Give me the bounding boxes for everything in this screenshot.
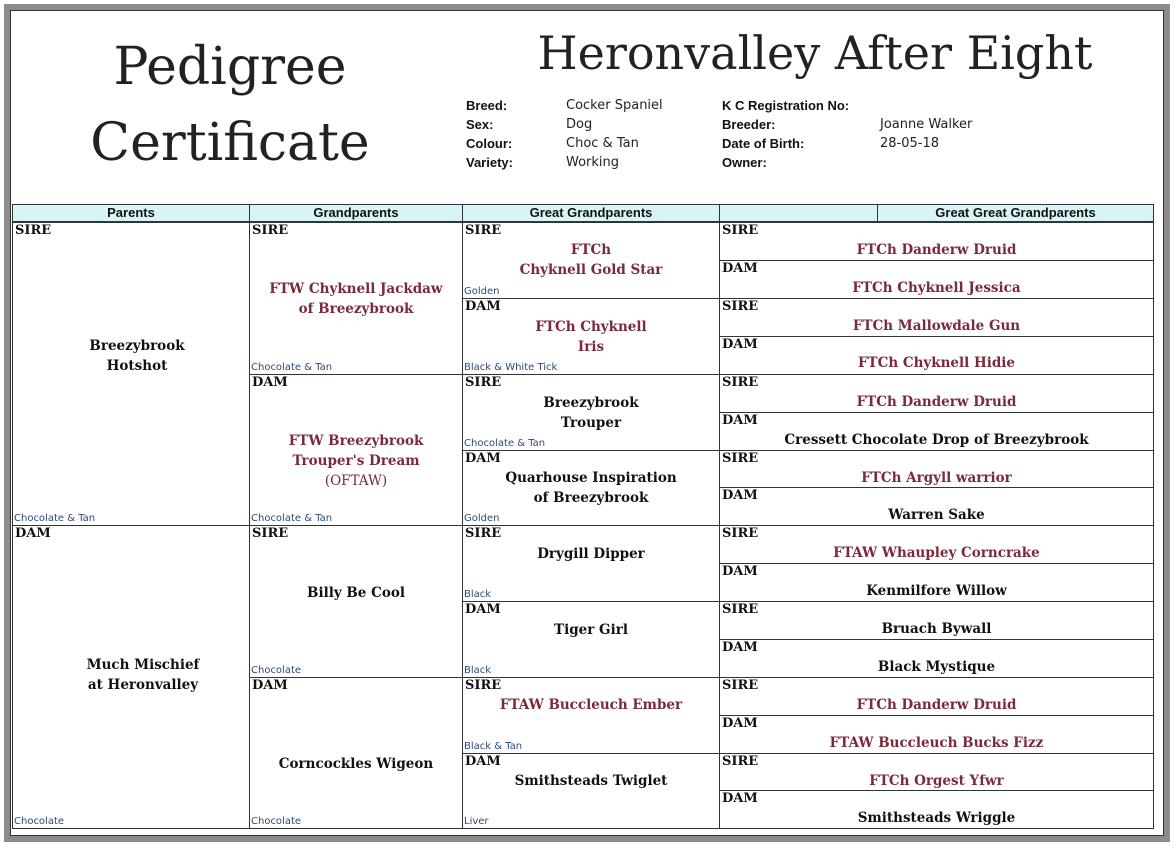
dob-value: 28-05-18	[880, 136, 940, 151]
grandparent-sd-colour: Chocolate & Tan	[251, 513, 333, 524]
sire-tag: SIRE	[722, 678, 759, 693]
parent-dam-colour: Chocolate	[14, 816, 65, 827]
ggg-name: Black Mystique	[877, 659, 996, 675]
sex-label: Sex:	[466, 117, 494, 132]
ggg-cell	[719, 525, 1154, 564]
sire-tag: SIRE	[722, 602, 759, 617]
name-line: Corncockles Wigeon	[278, 756, 434, 772]
name-line: FTW Chyknell Jackdaw	[269, 281, 443, 297]
header-grandparents: Grandparents	[249, 204, 463, 222]
ggg-name: FTAW Buccleuch Bucks Fizz	[829, 735, 1044, 751]
name-line: Trouper's Dream	[292, 453, 420, 469]
dam-tag: DAM	[722, 488, 758, 503]
sire-tag: SIRE	[252, 223, 289, 238]
sire-tag: SIRE	[465, 678, 502, 693]
dam-tag: DAM	[722, 564, 758, 579]
grandparent-dd-colour: Chocolate	[251, 816, 302, 827]
great-grandparent-cell	[462, 525, 720, 602]
sex-value: Dog	[566, 117, 593, 132]
name-line: Quarhouse Inspiration	[505, 470, 677, 486]
dam-tag: DAM	[465, 754, 501, 769]
name-line: FTCh	[570, 242, 612, 258]
name-line: Tiger Girl	[554, 622, 628, 638]
ggg-cell	[719, 260, 1154, 299]
great-grandparent-cell	[462, 374, 720, 451]
grandparent-ds-name	[250, 583, 462, 603]
breed-label: Breed:	[466, 98, 508, 113]
name-line: Hotshot	[106, 358, 168, 374]
ggg-cell	[719, 753, 1154, 791]
great-grandparent-colour: Black & White Tick	[464, 362, 558, 373]
great-grandparent-cell	[462, 298, 720, 375]
ggg-name: Cressett Chocolate Drop of Breezybrook	[784, 432, 1089, 448]
sire-tag: SIRE	[722, 451, 759, 466]
great-grandparent-colour: Liver	[464, 816, 489, 827]
dam-tag: DAM	[465, 299, 501, 314]
header-great-great-grandparents: Great Great Grandparents	[877, 204, 1154, 222]
grandparent-ss-name	[250, 279, 462, 319]
name-line: FTCh Chyknell	[535, 319, 647, 335]
great-grandparent-cell	[462, 450, 720, 526]
great-grandparent-name	[463, 544, 719, 564]
grandparent-ss-colour: Chocolate & Tan	[251, 362, 333, 373]
sire-tag: SIRE	[15, 223, 52, 238]
great-grandparent-cell	[462, 222, 720, 299]
name-line: Drygill Dipper	[537, 546, 645, 562]
dam-tag: DAM	[465, 451, 501, 466]
name-line: Billy Be Cool	[307, 585, 405, 601]
name-line: FTW Breezybrook	[288, 433, 424, 449]
name-line: at Heronvalley	[87, 677, 199, 693]
name-line: of Breezybrook	[298, 301, 414, 317]
great-grandparent-colour: Black	[464, 589, 492, 600]
grandparent-ds-cell	[249, 525, 463, 678]
dog-name: Heronvalley After Eight	[537, 26, 1093, 80]
ggg-name: FTCh Danderw Druid	[856, 394, 1017, 410]
dob-label: Date of Birth:	[722, 136, 805, 151]
header-parents: Parents	[12, 204, 250, 222]
great-grandparent-colour: Black & Tan	[464, 741, 523, 752]
ggg-cell	[719, 715, 1154, 754]
great-grandparent-name	[463, 771, 719, 791]
ggg-cell	[719, 336, 1154, 375]
title-certificate: Certificate	[90, 113, 370, 173]
parent-dam-name	[13, 655, 249, 695]
name-line: Breezybrook	[543, 395, 639, 411]
name-line: Chyknell Gold Star	[519, 262, 663, 278]
dam-tag: DAM	[722, 337, 758, 352]
great-grandparent-cell	[462, 677, 720, 754]
great-grandparent-name	[463, 695, 719, 715]
dam-tag: DAM	[465, 602, 501, 617]
variety-value: Working	[566, 155, 620, 170]
great-grandparent-name	[463, 317, 719, 357]
name-line: Smithsteads Twiglet	[514, 773, 668, 789]
ggg-cell	[719, 790, 1154, 829]
parent-sire-colour: Chocolate & Tan	[14, 513, 96, 524]
great-grandparent-colour: Chocolate & Tan	[464, 438, 546, 449]
sire-tag: SIRE	[252, 526, 289, 541]
grandparent-sd-cell	[249, 374, 463, 526]
grandparent-ds-colour: Chocolate	[251, 665, 302, 676]
sire-tag: SIRE	[465, 223, 502, 238]
ggg-name: Kenmilfore Willow	[866, 583, 1007, 599]
ggg-cell	[719, 450, 1154, 488]
parent-sire-cell	[12, 222, 250, 526]
parent-sire-name	[13, 336, 249, 376]
details-values-left	[566, 96, 663, 172]
dam-tag: DAM	[722, 716, 758, 731]
breed-value: Cocker Spaniel	[566, 98, 663, 113]
details-labels-left	[466, 96, 513, 172]
ggg-name: Smithsteads Wriggle	[857, 810, 1016, 826]
dam-tag: DAM	[722, 413, 758, 428]
name-line: Iris	[577, 339, 605, 355]
sire-tag: SIRE	[722, 223, 759, 238]
name-line: FTAW Buccleuch Ember	[499, 697, 683, 713]
sire-tag: SIRE	[722, 375, 759, 390]
ggg-name: FTCh Chyknell Hidie	[857, 355, 1016, 371]
grandparent-ss-cell	[249, 222, 463, 375]
great-grandparent-name	[463, 620, 719, 640]
breeder-label: Breeder:	[722, 117, 776, 132]
ggg-name: FTCh Orgest Yfwr	[869, 773, 1004, 789]
colour-label: Colour:	[466, 136, 513, 151]
variety-label: Variety:	[466, 155, 513, 170]
kc-label: K C Registration No:	[722, 98, 850, 113]
ggg-cell	[719, 639, 1154, 678]
sire-tag: SIRE	[722, 754, 759, 769]
sire-tag: SIRE	[722, 526, 759, 541]
ggg-name: FTCh Danderw Druid	[856, 697, 1017, 713]
ggg-cell	[719, 563, 1154, 602]
dam-tag: DAM	[722, 261, 758, 276]
great-grandparent-cell	[462, 753, 720, 829]
dam-tag: DAM	[722, 640, 758, 655]
sire-tag: SIRE	[465, 526, 502, 541]
name-line: of Breezybrook	[533, 490, 649, 506]
sire-tag: SIRE	[722, 299, 759, 314]
ggg-name: FTAW Whaupley Corncrake	[833, 545, 1040, 561]
name-line: Much Mischief	[86, 657, 200, 673]
great-grandparent-cell	[462, 601, 720, 678]
ggg-name: FTCh Danderw Druid	[856, 242, 1017, 258]
ggg-name: Warren Sake	[888, 507, 985, 523]
title-pedigree: Pedigree	[113, 37, 347, 97]
header-great-grandparents: Great Grandparents	[462, 204, 720, 222]
parent-dam-cell	[12, 525, 250, 829]
dam-tag: DAM	[722, 791, 758, 806]
kc-value	[880, 96, 972, 115]
ggg-cell	[719, 298, 1154, 337]
grandparent-dd-name	[250, 754, 462, 774]
grandparent-sd-name	[250, 431, 462, 491]
owner-label: Owner:	[722, 155, 767, 170]
great-grandparent-colour: Black	[464, 665, 492, 676]
colour-value: Choc & Tan	[566, 136, 639, 151]
great-grandparent-name	[463, 240, 719, 280]
ggg-cell	[719, 412, 1154, 451]
header-blank	[719, 204, 878, 222]
great-grandparent-name	[463, 468, 719, 508]
grandparent-dd-cell	[249, 677, 463, 829]
sire-tag: SIRE	[465, 375, 502, 390]
name-line: Breezybrook	[89, 338, 185, 354]
great-grandparent-colour: Golden	[464, 286, 500, 297]
name-line: Trouper	[560, 415, 622, 431]
owner-value	[880, 153, 972, 172]
ggg-cell	[719, 222, 1154, 261]
ggg-cell	[719, 677, 1154, 716]
breeder-value: Joanne Walker	[880, 117, 973, 132]
ggg-name: FTCh Argyll warrior	[861, 470, 1012, 486]
dam-tag: DAM	[252, 678, 288, 693]
ggg-cell	[719, 601, 1154, 640]
ggg-cell	[719, 487, 1154, 526]
ggg-name: Bruach Bywall	[881, 621, 992, 637]
dam-tag: DAM	[252, 375, 288, 390]
details-values-right	[880, 96, 972, 172]
details-labels-right	[722, 96, 849, 172]
great-grandparent-name	[463, 393, 719, 433]
name-line: (OFTAW)	[324, 473, 388, 489]
ggg-cell	[719, 374, 1154, 413]
great-grandparent-colour: Golden	[464, 513, 500, 524]
ggg-name: FTCh Mallowdale Gun	[852, 318, 1021, 334]
dam-tag: DAM	[15, 526, 51, 541]
ggg-name: FTCh Chyknell Jessica	[852, 280, 1021, 296]
